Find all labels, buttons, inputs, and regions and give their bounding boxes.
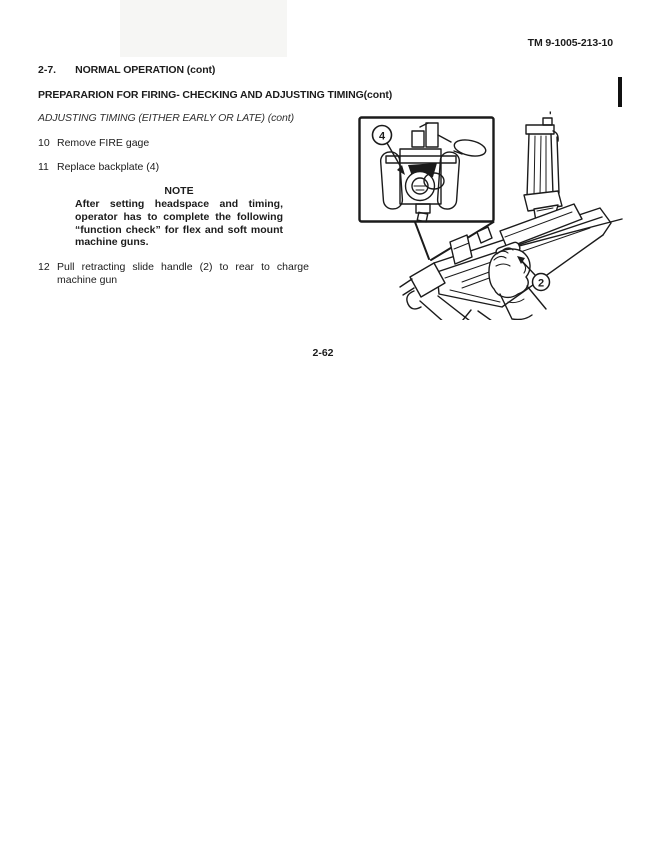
figure-illustration xyxy=(350,105,650,320)
callout-4-number: 4 xyxy=(378,130,386,143)
change-bar xyxy=(618,77,622,107)
section-heading xyxy=(38,64,358,76)
step-number: 10 xyxy=(38,137,50,149)
subsection-title: PREPARARION FOR FIRING- CHECKING AND ADJUSTING TIMING(cont) xyxy=(38,89,393,101)
step-number: 11 xyxy=(38,161,49,173)
page-number: 2-62 xyxy=(312,347,334,359)
section-number: 2-7. xyxy=(38,64,57,76)
step-text: Pull retracting slide handle (2) to rear to charge machine gun xyxy=(57,261,309,286)
step-text: Replace backplate (4) xyxy=(57,161,160,173)
step-number: 12 xyxy=(38,261,50,273)
procedure-title: ADJUSTING TIMING (EITHER EARLY OR LATE) (cont) xyxy=(38,112,294,124)
step-text: Remove FIRE gage xyxy=(57,137,150,149)
note-label: NOTE xyxy=(164,185,194,197)
section-title: NORMAL OPERATION (cont) xyxy=(75,64,216,76)
callout-2-number: 2 xyxy=(537,277,545,290)
scan-artifact-shading xyxy=(120,0,287,57)
stray-mark: ' xyxy=(549,110,552,122)
note-body: After setting headspace and timing, operator has to complete the following “function check” for flex and soft mount machine guns. xyxy=(75,198,283,249)
doc-number-header: TM 9-1005-213-10 xyxy=(527,37,613,49)
backplate-drawing xyxy=(380,123,487,222)
